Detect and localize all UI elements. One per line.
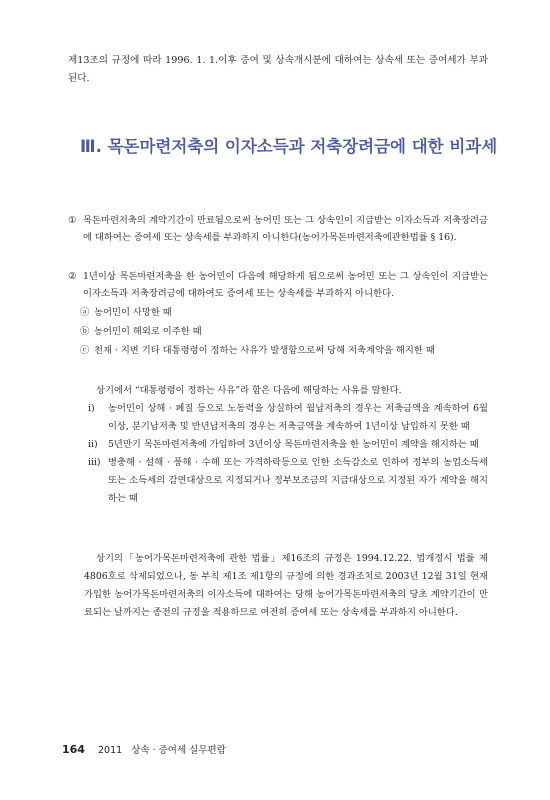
roman-item xyxy=(84,454,488,508)
list-item xyxy=(68,212,488,246)
sub-item-text: 천재 · 지변 기타 대통령령이 정하는 사유가 발생함으로써 당해 저축계약을 해지한 때 xyxy=(94,345,435,356)
sub-item xyxy=(80,323,490,340)
intro-paragraph: 제13조의 규정에 따라 1996. 1. 1.이후 증여 및 상속개시분에 대하여는 상속세 또는 증여세가 부과된다. xyxy=(68,55,488,84)
note-intro: 상기에서 “대통령령이 정하는 사유”라 함은 다음에 해당하는 사유를 말한다. xyxy=(96,385,402,396)
sub-item-marker: ⓑ xyxy=(80,326,90,337)
roman-item xyxy=(84,400,488,436)
item-text: 목돈마련저축의 계약기간이 만료됨으로써 농어민 또는 그 상속인이 지급받는 이자소득과 저축장려금에 대하여는 증여세 또는 상속세를 부과하지 아니한다(농어가목돈마련저축에관한법률 § 16). xyxy=(83,215,488,243)
item-text: 1년이상 목돈마련저축을 한 농어민이 다음에 해당하게 됨으로써 농어민 또는 그 상속인이 지급받는 이자소득과 저축장려금에 대하여도 증여세 또는 상속세를 부과하지 아니한다. xyxy=(83,271,488,299)
closing-block xyxy=(84,550,488,622)
sub-item-text: 농어민이 해외로 이주한 때 xyxy=(94,326,202,337)
roman-text: 5년만기 목돈마련저축에 가입하여 3년이상 목돈마련저축을 한 농어민이 계약을 해지하는 때 xyxy=(108,439,479,450)
roman-marker: ⅰ) xyxy=(88,403,95,414)
closing-paragraph: 상기의「농어가목돈마련저축에 관한 법률」제16조의 규정은 1994.12.22. 법개정시 법률 제4806호로 삭제되었으나, 동 부칙 제1조 제1항의 규정에 의한 경과조치로 2003년 12월 31일 현재 가입한 농어가목돈마련저축의 이자소득에 대하여는 당해 농어가목돈마련저축의 당초 계약기간이 만료되는 날까지는 종전의 규정을 적용하므로 여전히 증여세 또는 상속세를 부과하지 아니한다. xyxy=(84,553,488,618)
page-footer xyxy=(62,742,226,756)
sub-item-marker: ⓐ xyxy=(80,307,90,318)
sub-item xyxy=(80,304,490,321)
sub-item-text: 농어민이 사망한 때 xyxy=(94,307,172,318)
roman-text: 병충해 · 설해 · 풍해 · 수해 또는 가격하락등으로 인한 소득감소로 인하여 정부의 농업소득세 또는 소득세의 감면대상으로 지정되거나 정부보조금의 지급대상으로 지정된 자가 계약을 해지하는 때 xyxy=(108,457,488,504)
footer-year: 2011 xyxy=(98,745,123,756)
page-number: 164 xyxy=(62,743,85,756)
item-marker: ① xyxy=(68,215,77,226)
roman-text: 농어민이 상해 · 폐질 등으로 노동력을 상실하여 월납저축의 경우는 저축금액을 계속하여 6월이상, 분기납저축 및 반년납저축의 경우는 저축금액을 계속하여 1년이상 납입하지 못한 때 xyxy=(108,403,488,432)
sub-item-marker: ⓒ xyxy=(80,345,90,356)
roman-item xyxy=(84,436,488,454)
section-heading: Ⅲ. 목돈마련저축의 이자소득과 저축장려금에 대한 비과세 xyxy=(80,137,498,156)
note-block xyxy=(84,382,488,508)
footer-book-title: 상속 · 증여세 실무편람 xyxy=(131,745,226,756)
list-item xyxy=(68,268,488,302)
roman-marker: ⅱ) xyxy=(88,439,98,450)
sub-item xyxy=(80,342,490,359)
roman-marker: ⅲ) xyxy=(88,457,101,468)
item-marker: ② xyxy=(68,271,77,282)
